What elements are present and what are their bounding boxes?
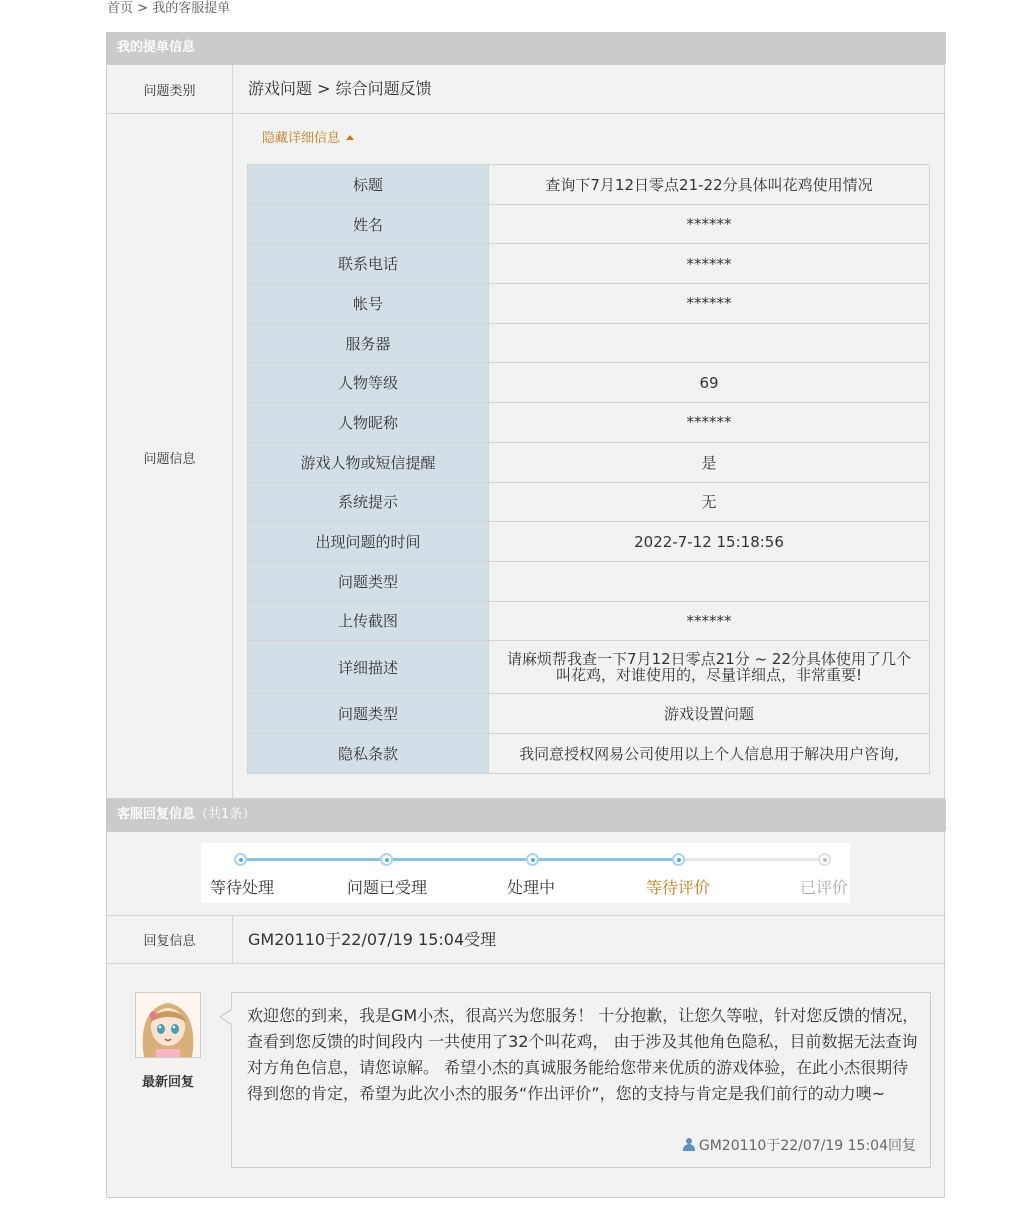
detail-key: 帐号 [248,284,489,324]
detail-value: 我同意授权网易公司使用以上个人信息用于解决用户咨询, [489,733,930,773]
detail-key: 隐私条款 [248,733,489,773]
gm-avatar [135,992,201,1058]
detail-value: 2022-7-12 15:18:56 [489,522,930,562]
step-label-current: 等待评价 [646,878,711,897]
detail-row [248,601,930,641]
reply-info-label [107,916,233,963]
reply-signature [683,1135,916,1155]
step-dot [234,853,247,866]
progress-tracker [201,843,850,903]
detail-key: 游戏人物或短信提醒 [248,442,489,482]
ticket-section-header [106,32,946,64]
detail-row [248,284,930,324]
breadcrumb-separator: > [137,1,149,16]
category-value: 游戏问题 > 综合问题反馈 [248,79,432,98]
reply-info-value: GM20110于22/07/19 15:04受理 [248,930,497,949]
detail-key: 联系电话 [248,244,489,284]
detail-value: 查询下7月12日零点21-22分具体叫花鸡使用情况 [489,165,930,205]
detail-row [248,403,930,443]
detail-row [248,442,930,482]
detail-value: 无 [489,482,930,522]
detail-row [248,204,930,244]
step-dot [818,853,831,866]
detail-row [248,522,930,562]
category-label-text: 问题类别 [143,83,196,99]
reply-section-title: 客服回复信息 [117,807,196,822]
breadcrumb [107,0,230,18]
caret-up-icon [346,135,354,140]
detail-key: 问题类型 [248,561,489,601]
bubble-pointer-inner [221,1010,232,1024]
breadcrumb-current: 我的客服提单 [152,1,231,16]
detail-row [248,641,930,694]
detail-key: 服务器 [248,323,489,363]
hide-details-toggle[interactable] [262,127,354,146]
step-label: 处理中 [507,878,556,897]
detail-key: 姓名 [248,204,489,244]
reply-count: （共1条） [195,807,256,822]
progress-track-done [240,858,679,861]
detail-value: 游戏设置问题 [489,694,930,734]
progress-track-pending [679,858,824,861]
detail-row [248,244,930,284]
detail-row [248,482,930,522]
user-icon [683,1138,695,1151]
detail-value: ****** [489,244,930,284]
breadcrumb-home-link[interactable]: 首页 [107,1,134,16]
detail-row [248,561,930,601]
category-label [107,65,233,113]
latest-reply-label: 最新回复 [141,1075,194,1090]
detail-key: 出现问题的时间 [248,522,489,562]
detail-row [248,694,930,734]
detail-value [489,323,930,363]
reply-bubble [231,992,931,1168]
step-label: 已评价 [800,878,849,897]
detail-row [248,733,930,773]
hide-details-label: 隐藏详细信息 [262,131,341,146]
detail-value: ****** [489,403,930,443]
detail-key: 系统提示 [248,482,489,522]
detail-value: ****** [489,284,930,324]
reply-section-header [106,799,946,831]
detail-value: ****** [489,601,930,641]
detail-row [248,323,930,363]
detail-key: 问题类型 [248,694,489,734]
detail-value: ****** [489,204,930,244]
detail-row [248,165,930,205]
problem-info-label-text: 问题信息 [143,451,196,467]
ticket-section-title: 我的提单信息 [117,40,196,55]
girl-avatar-icon [136,993,200,1057]
details-table [247,164,930,774]
detail-key: 人物等级 [248,363,489,403]
reply-info-label-text: 回复信息 [143,934,196,949]
detail-key: 详细描述 [248,641,489,694]
detail-key: 上传截图 [248,601,489,641]
reply-text: 欢迎您的到来，我是GM小杰，很高兴为您服务！ 十分抱歉，让您久等啦，针对您反馈的情况，查看到您反馈的时间段内 一共使用了32个叫花鸡， 由于涉及其他角色隐私，目前数据无法查询对方角色信息，请您谅解。 希望小杰的真诚服务能给您带来优质的游戏体验，在此小杰很期待得到您的肯定，希望为此次小杰的服务“作出评价”，您的支持与肯定是我们前行的动力噢~ [247,1006,919,1103]
detail-value: 是 [489,442,930,482]
problem-info-label [107,114,233,800]
detail-key: 标题 [248,165,489,205]
detail-value: 请麻烦帮我查一下7月12日零点21分 ~ 22分具体使用了几个叫花鸡，对谁使用的，尽量详细点，非常重要! [489,641,930,694]
step-dot [380,853,393,866]
detail-value [489,561,930,601]
step-dot [526,853,539,866]
reply-signature-text: GM20110于22/07/19 15:04回复 [698,1138,916,1154]
detail-value: 69 [489,363,930,403]
step-dot [672,853,685,866]
detail-key: 人物昵称 [248,403,489,443]
detail-row [248,363,930,403]
step-label: 等待处理 [210,878,275,897]
divider [107,963,946,964]
step-label: 问题已受理 [347,878,428,897]
